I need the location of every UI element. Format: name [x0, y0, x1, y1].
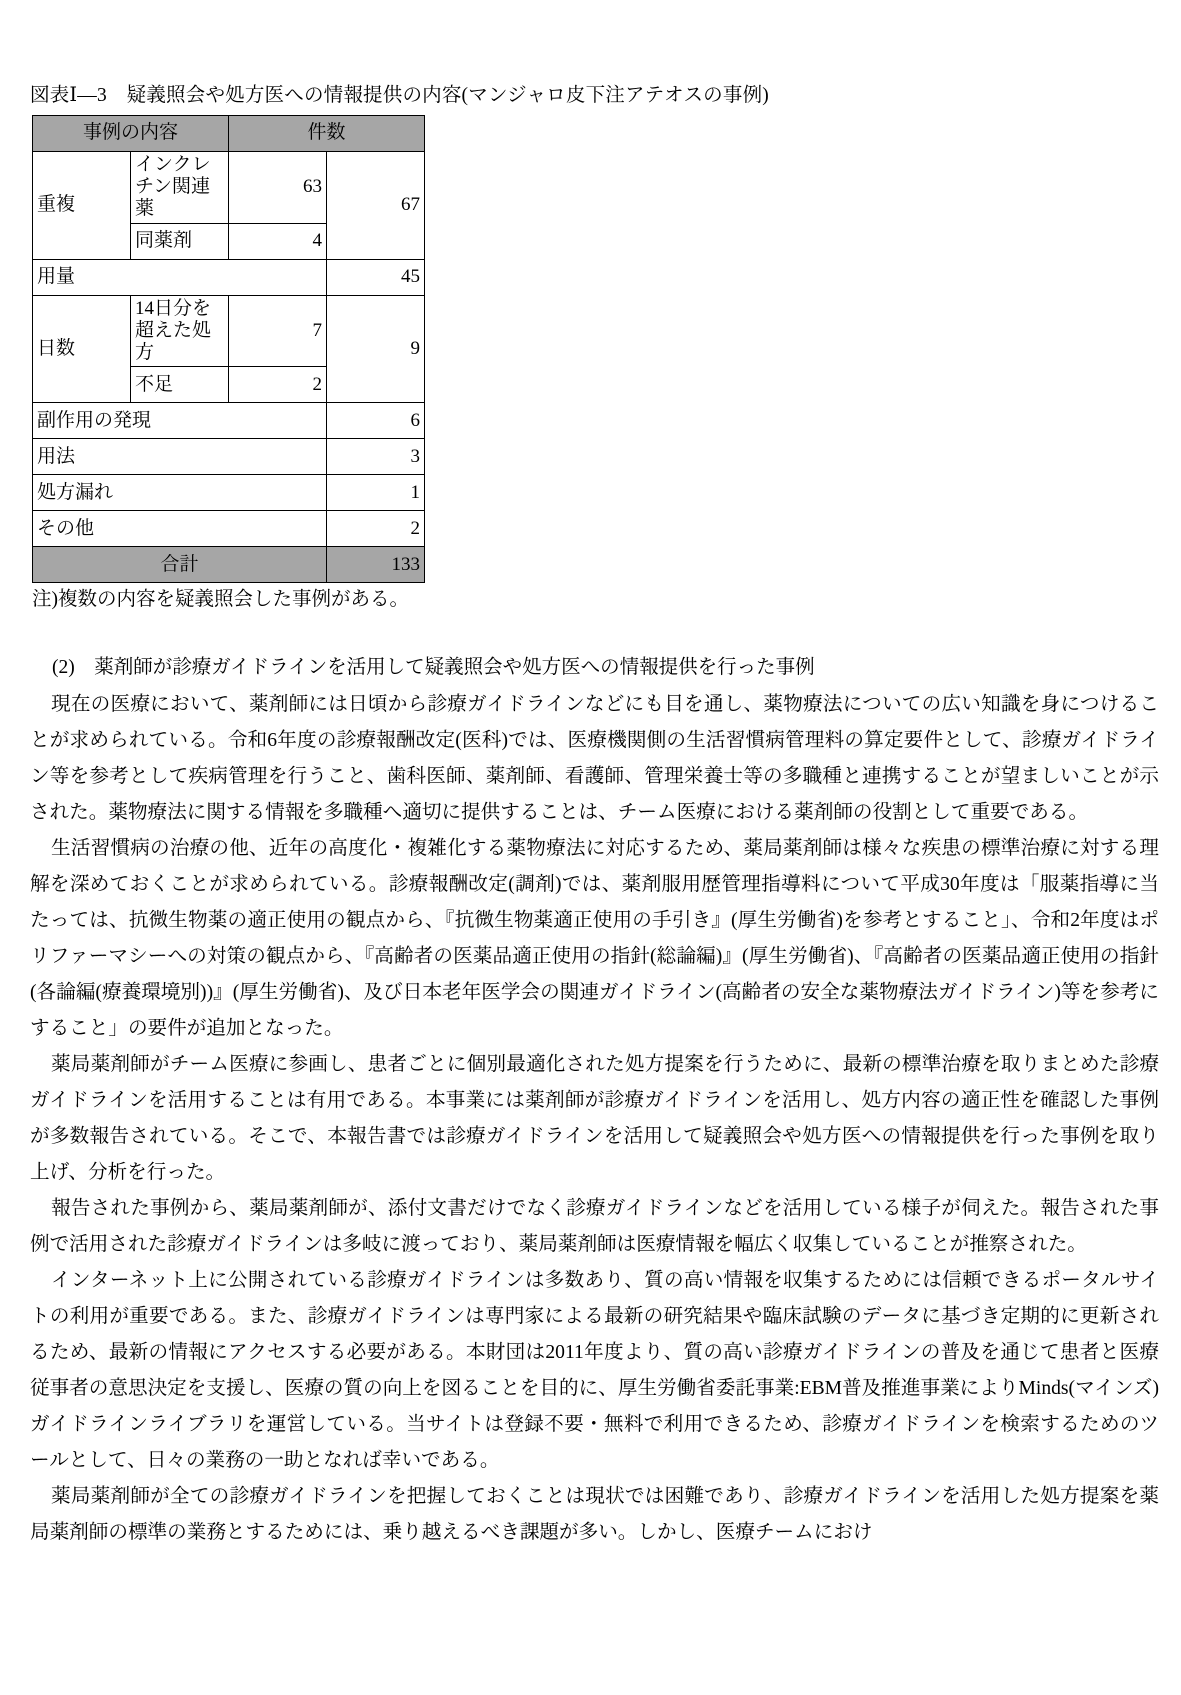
body-paragraph-1: 現在の医療において、薬剤師には日頃から診療ガイドラインなどにも目を通し、薬物療法についての広い知識を身につけることが求められている。令和6年度の診療報酬改定(医科)では、医療機関側の生活習慣病管理料の算定要件として、診療ガイドライン等を参考として疾病管理を行うこと、歯科医師、薬剤師、看護師、管理栄養士等の多職種と連携することが望ましいことが示された。薬物療法に関する情報を多職種へ適切に提供することは、チーム医療における薬剤師の役割として重要である。 — [30, 694, 1159, 824]
table-row — [33, 475, 425, 511]
row-item-count: 63 — [229, 152, 327, 224]
row-subtotal: 67 — [327, 152, 425, 260]
figure-table-wrapper — [32, 115, 1159, 583]
table-header-row — [33, 116, 425, 152]
total-label: 合計 — [33, 547, 327, 583]
body-paragraph-6: 薬局薬剤師が全ての診療ガイドラインを把握しておくことは現状では困難であり、診療ガイドラインを活用した処方提案を薬局薬剤師の標準の業務とするためには、乗り越えるべき課題が多い。しかし、医療チームにおけ — [30, 1486, 1159, 1544]
row-group-label: 用法 — [33, 439, 327, 475]
row-group-label: 重複 — [33, 152, 131, 260]
table-row — [33, 511, 425, 547]
figure-caption: 図表Ⅰ―3 疑義照会や処方医への情報提供の内容(マンジャロ皮下注アテオスの事例) — [30, 85, 769, 106]
row-group-label: 用量 — [33, 259, 327, 295]
row-group-label: 日数 — [33, 295, 131, 403]
row-item-label: 14日分を超えた処方 — [131, 295, 229, 367]
row-subtotal: 2 — [327, 511, 425, 547]
table-row — [33, 152, 425, 224]
row-item-label: 同薬剤 — [131, 223, 229, 259]
body-paragraph-3: 薬局薬剤師がチーム医療に参画し、患者ごとに個別最適化された処方提案を行うために、最新の標準治療を取りまとめた診療ガイドラインを活用することは有用である。本事業には薬剤師が診療ガイドラインを活用し、処方内容の適正性を確認した事例が多数報告されている。そこで、本報告書では診療ガイドラインを活用して疑義照会や処方医への情報提供を行った事例を取り上げ、分析を行った。 — [30, 1054, 1159, 1184]
row-subtotal: 6 — [327, 403, 425, 439]
row-subtotal: 3 — [327, 439, 425, 475]
table-total-row — [33, 547, 425, 583]
row-item-label: インクレチン関連薬 — [131, 152, 229, 224]
table-row — [33, 439, 425, 475]
header-content: 事例の内容 — [33, 116, 229, 152]
body-paragraph-5: インターネット上に公開されている診療ガイドラインは多数あり、質の高い情報を収集するためには信頼できるポータルサイトの利用が重要である。また、診療ガイドラインは専門家による最新の研究結果や臨床試験のデータに基づき定期的に更新されるため、最新の情報にアクセスする必要がある。本財団は2011年度より、質の高い診療ガイドラインの普及を通じて患者と医療従事者の意思決定を支援し、医療の質の向上を図ることを目的に、厚生労働省委託事業:EBM普及推進事業によりMinds(マインズ)ガイドラインライブラリを運営している。当サイトは登録不要・無料で利用できるため、診療ガイドラインを検索するためのツールとして、日々の業務の一助となれば幸いである。 — [30, 1270, 1159, 1472]
row-subtotal: 9 — [327, 295, 425, 403]
section-heading: (2) 薬剤師が診療ガイドラインを活用して疑義照会や処方医への情報提供を行った事例 — [52, 656, 815, 678]
body-paragraph-4: 報告された事例から、薬局薬剤師が、添付文書だけでなく診療ガイドラインなどを活用している様子が伺えた。報告された事例で活用された診療ガイドラインは多岐に渡っており、薬局薬剤師は医療情報を幅広く収集していることが推察された。 — [30, 1198, 1159, 1256]
row-item-count: 2 — [229, 367, 327, 403]
row-group-label: 処方漏れ — [33, 475, 327, 511]
table-row — [33, 403, 425, 439]
row-item-label: 不足 — [131, 367, 229, 403]
row-subtotal: 45 — [327, 259, 425, 295]
row-item-count: 4 — [229, 223, 327, 259]
body-paragraph-2: 生活習慣病の治療の他、近年の高度化・複雑化する薬物療法に対応するため、薬局薬剤師は様々な疾患の標準治療に対する理解を深めておくことが求められている。診療報酬改定(調剤)では、薬剤服用歴管理指導料について平成30年度は「服薬指導に当たっては、抗微生物薬の適正使用の観点から、『抗微生物薬適正使用の手引き』(厚生労働省)を参考とすること」、令和2年度はポリファーマシーへの対策の観点から、『高齢者の医薬品適正使用の指針(総論編)』(厚生労働省)、『高齢者の医薬品適正使用の指針(各論編(療養環境別))』(厚生労働省)、及び日本老年医学会の関連ガイドライン(高齢者の安全な薬物療法ガイドライン)等を参考にすること」の要件が追加となった。 — [30, 838, 1159, 1040]
row-group-label: 副作用の発現 — [33, 403, 327, 439]
header-count: 件数 — [229, 116, 425, 152]
table-row — [33, 295, 425, 367]
table-row — [33, 259, 425, 295]
total-value: 133 — [327, 547, 425, 583]
row-item-count: 7 — [229, 295, 327, 367]
case-content-table — [32, 115, 425, 583]
row-subtotal: 1 — [327, 475, 425, 511]
row-group-label: その他 — [33, 511, 327, 547]
figure-note: 注)複数の内容を疑義照会した事例がある。 — [32, 589, 409, 611]
